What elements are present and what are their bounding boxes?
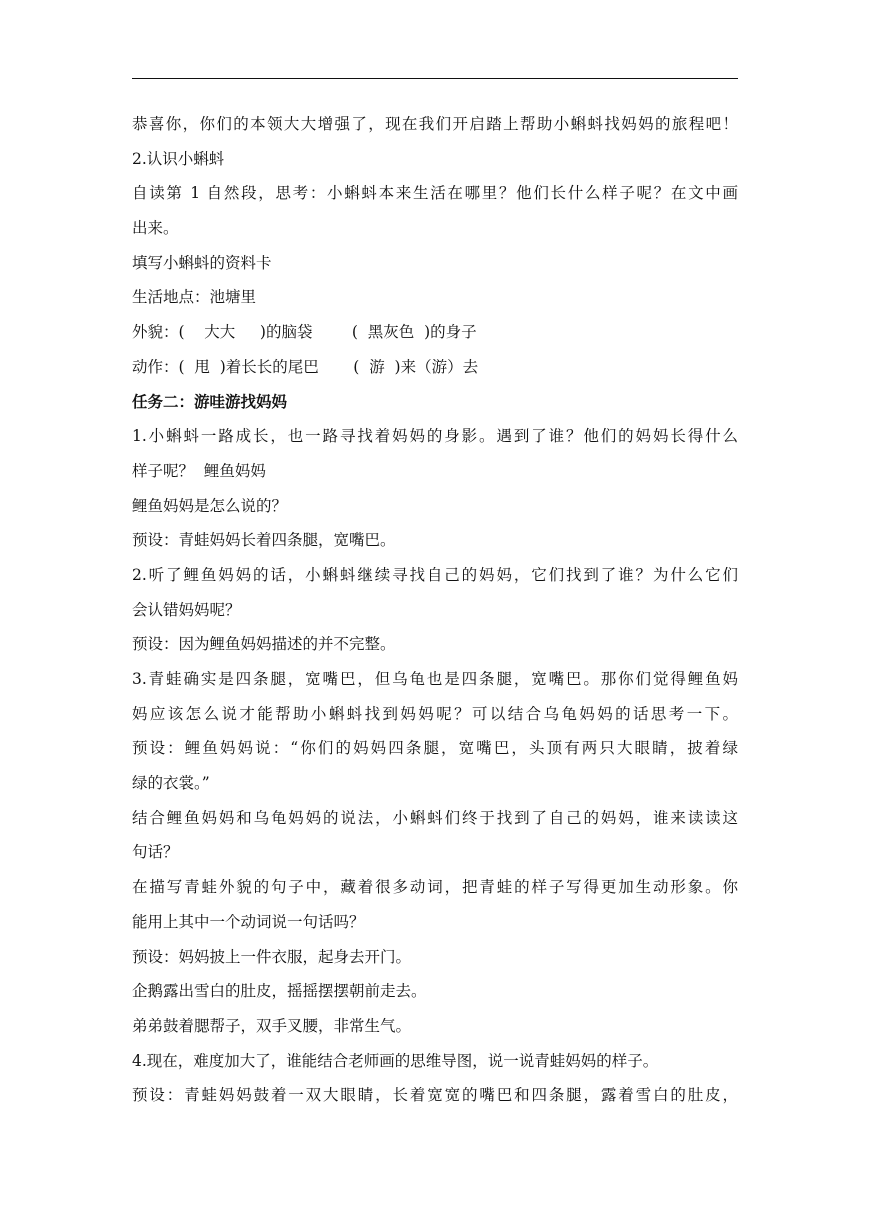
text-line [132,280,740,315]
text-line [132,419,740,454]
text-line [132,176,740,211]
line-text: 任务二：游哇游找妈妈 [132,391,288,411]
line-text: 妈应该怎么说才能帮助小蝌蚪找到妈妈呢？可以结合乌龟妈妈的话思考一下。 [132,704,738,723]
line-text: 3.青蛙确实是四条腿，宽嘴巴，但乌龟也是四条腿，宽嘴巴。那你们觉得鲤鱼妈 [132,670,738,688]
text-line [132,489,740,524]
line-text: 预设：妈妈披上一件衣服，起身去开门。 [132,947,412,966]
text-line [132,697,740,732]
line-text: 会认错妈妈呢？ [132,600,241,619]
line-text: 句话？ [132,843,179,862]
line-text: 预设：鲤鱼妈妈说：“你们的妈妈四条腿，宽嘴巴，头顶有两只大眼睛，披着绿 [132,739,738,758]
text-line [132,350,740,385]
text-line [132,974,740,1009]
text-line [132,523,740,558]
text-line [132,558,740,593]
text-line [132,835,740,870]
line-text: 外貌：( 大大 )的脑袋 ( 黑灰色 )的身子 [132,323,477,342]
header-rule [132,78,738,79]
text-line [132,801,740,836]
line-text: 填写小蝌蚪的资料卡 [132,253,272,272]
line-text: 出来。 [132,219,179,238]
line-text: 预设：青蛙妈妈长着四条腿，宽嘴巴。 [132,531,396,550]
line-text: 4.现在，难度加大了，谁能结合老师画的思维导图，说一说青蛙妈妈的样子。 [132,1051,659,1070]
line-text: 1.小蝌蚪一路成长，也一路寻找着妈妈的身影。遇到了谁？他们的妈妈长得什么 [132,427,738,446]
text-line [132,315,740,350]
line-text: 能用上其中一个动词说一句话吗？ [132,912,365,931]
text-line [132,870,740,905]
line-text: 在描写青蛙外貌的句子中，藏着很多动词，把青蛙的样子写得更加生动形象。你 [132,878,738,897]
text-line [132,107,740,142]
line-text: 2.听了鲤鱼妈妈的话，小蝌蚪继续寻找自己的妈妈，它们找到了谁？为什么它们 [132,565,738,584]
text-line [132,211,740,246]
line-text: 生活地点：池塘里 [132,288,257,307]
line-text: 2.认识小蝌蚪 [132,149,225,168]
document-body [132,107,740,1113]
line-text: 预设：因为鲤鱼妈妈描述的并不完整。 [132,635,396,654]
text-line [132,142,740,177]
line-text: 动作：( 甩 )着长长的尾巴 ( 游 )来（游）去 [132,357,479,376]
text-line [132,246,740,281]
text-line [132,905,740,940]
text-line [132,940,740,975]
text-line [132,627,740,662]
text-line [132,731,740,766]
line-text: 绿的衣裳。” [132,774,210,793]
line-text: 恭喜你，你们的本领大大增强了，现在我们开启踏上帮助小蝌蚪找妈妈的旅程吧！ [132,115,738,133]
text-line [132,766,740,801]
text-line [132,1009,740,1044]
text-line [132,1044,740,1079]
text-line [132,1078,740,1113]
text-line [132,662,740,697]
text-line [132,454,740,489]
section-heading [132,385,740,420]
text-line [132,593,740,628]
line-text: 样子呢？ 鲤鱼妈妈 [132,461,266,480]
line-text: 预设：青蛙妈妈鼓着一双大眼睛，长着宽宽的嘴巴和四条腿，露着雪白的肚皮， [132,1086,738,1105]
line-text: 自读第 1 自然段，思考：小蝌蚪本来生活在哪里？他们长什么样子呢？在文中画 [132,184,738,203]
line-text: 弟弟鼓着腮帮子，双手叉腰，非常生气。 [132,1016,412,1035]
line-text: 企鹅露出雪白的肚皮，摇摇摆摆朝前走去。 [132,982,427,1001]
line-text: 结合鲤鱼妈妈和乌龟妈妈的说法，小蝌蚪们终于找到了自己的妈妈，谁来读读这 [132,808,738,827]
line-text: 鲤鱼妈妈是怎么说的？ [132,496,288,515]
